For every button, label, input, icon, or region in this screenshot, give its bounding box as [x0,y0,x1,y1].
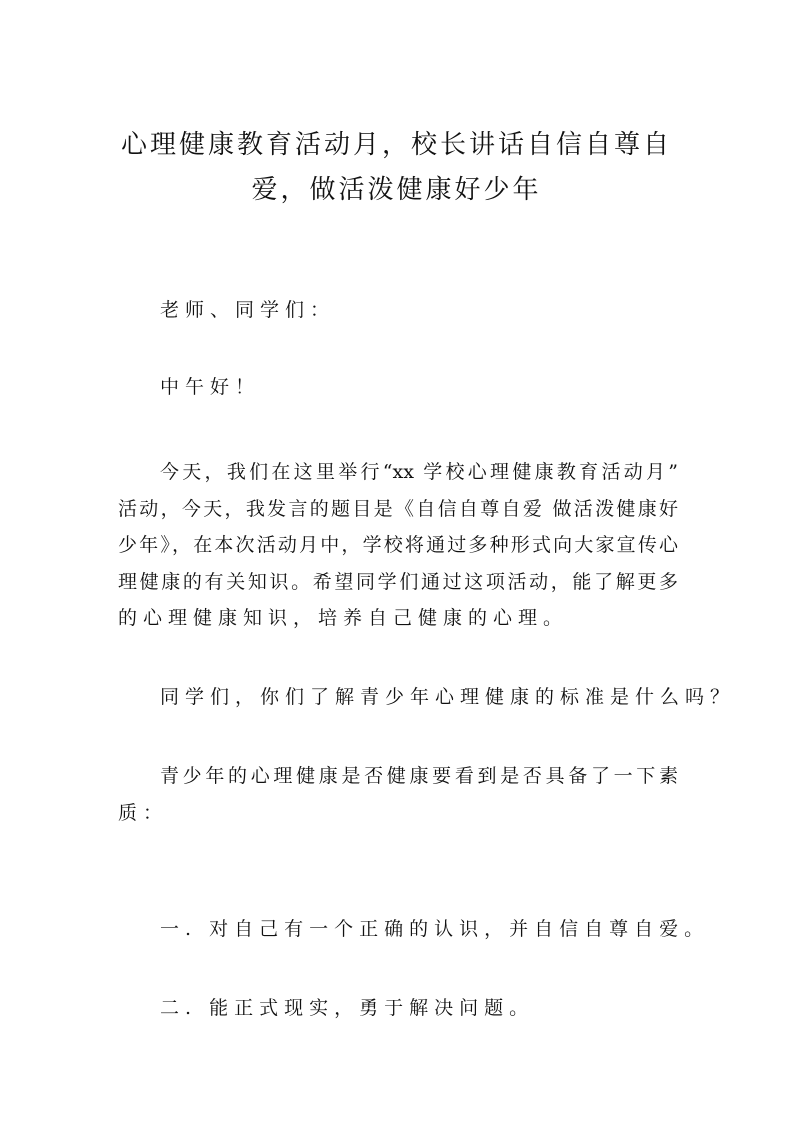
paragraph-line: 今天，我们在这里举行“xx 学校心理健康教育活动月” [160,461,678,483]
title-line: 爱，做活泼健康好少年 [251,175,542,205]
paragraph-line: 青少年的心理健康是否健康要看到是否具备了一下素 [160,765,678,787]
paragraph-line: 理健康的有关知识。希望同学们通过这项活动，能了解更多 [118,571,678,593]
paragraph-line: 活动，今天，我发言的题目是《自信自尊自爱 做活泼健康好 [118,498,678,520]
question: 同学们，你们了解青少年心理健康的标准是什么吗？ [160,686,736,708]
paragraph-line: 质： [118,802,169,824]
list-item-1: 一. 对自己有一个正确的认识，并自信自尊自爱。 [160,918,710,940]
salutation: 老师、同学们： [160,299,336,321]
paragraph-line: 少年》，在本次活动月中，学校将通过多种形式向大家宣传心 [118,534,678,556]
greeting: 中午好！ [160,376,261,398]
paragraph-line: 的心理健康知识，培养自己健康的心理。 [118,607,569,629]
title-line: 心理健康教育活动月，校长讲话自信自尊自 [120,130,672,160]
list-item-2: 二. 能正式现实，勇于解决问题。 [160,997,535,1019]
